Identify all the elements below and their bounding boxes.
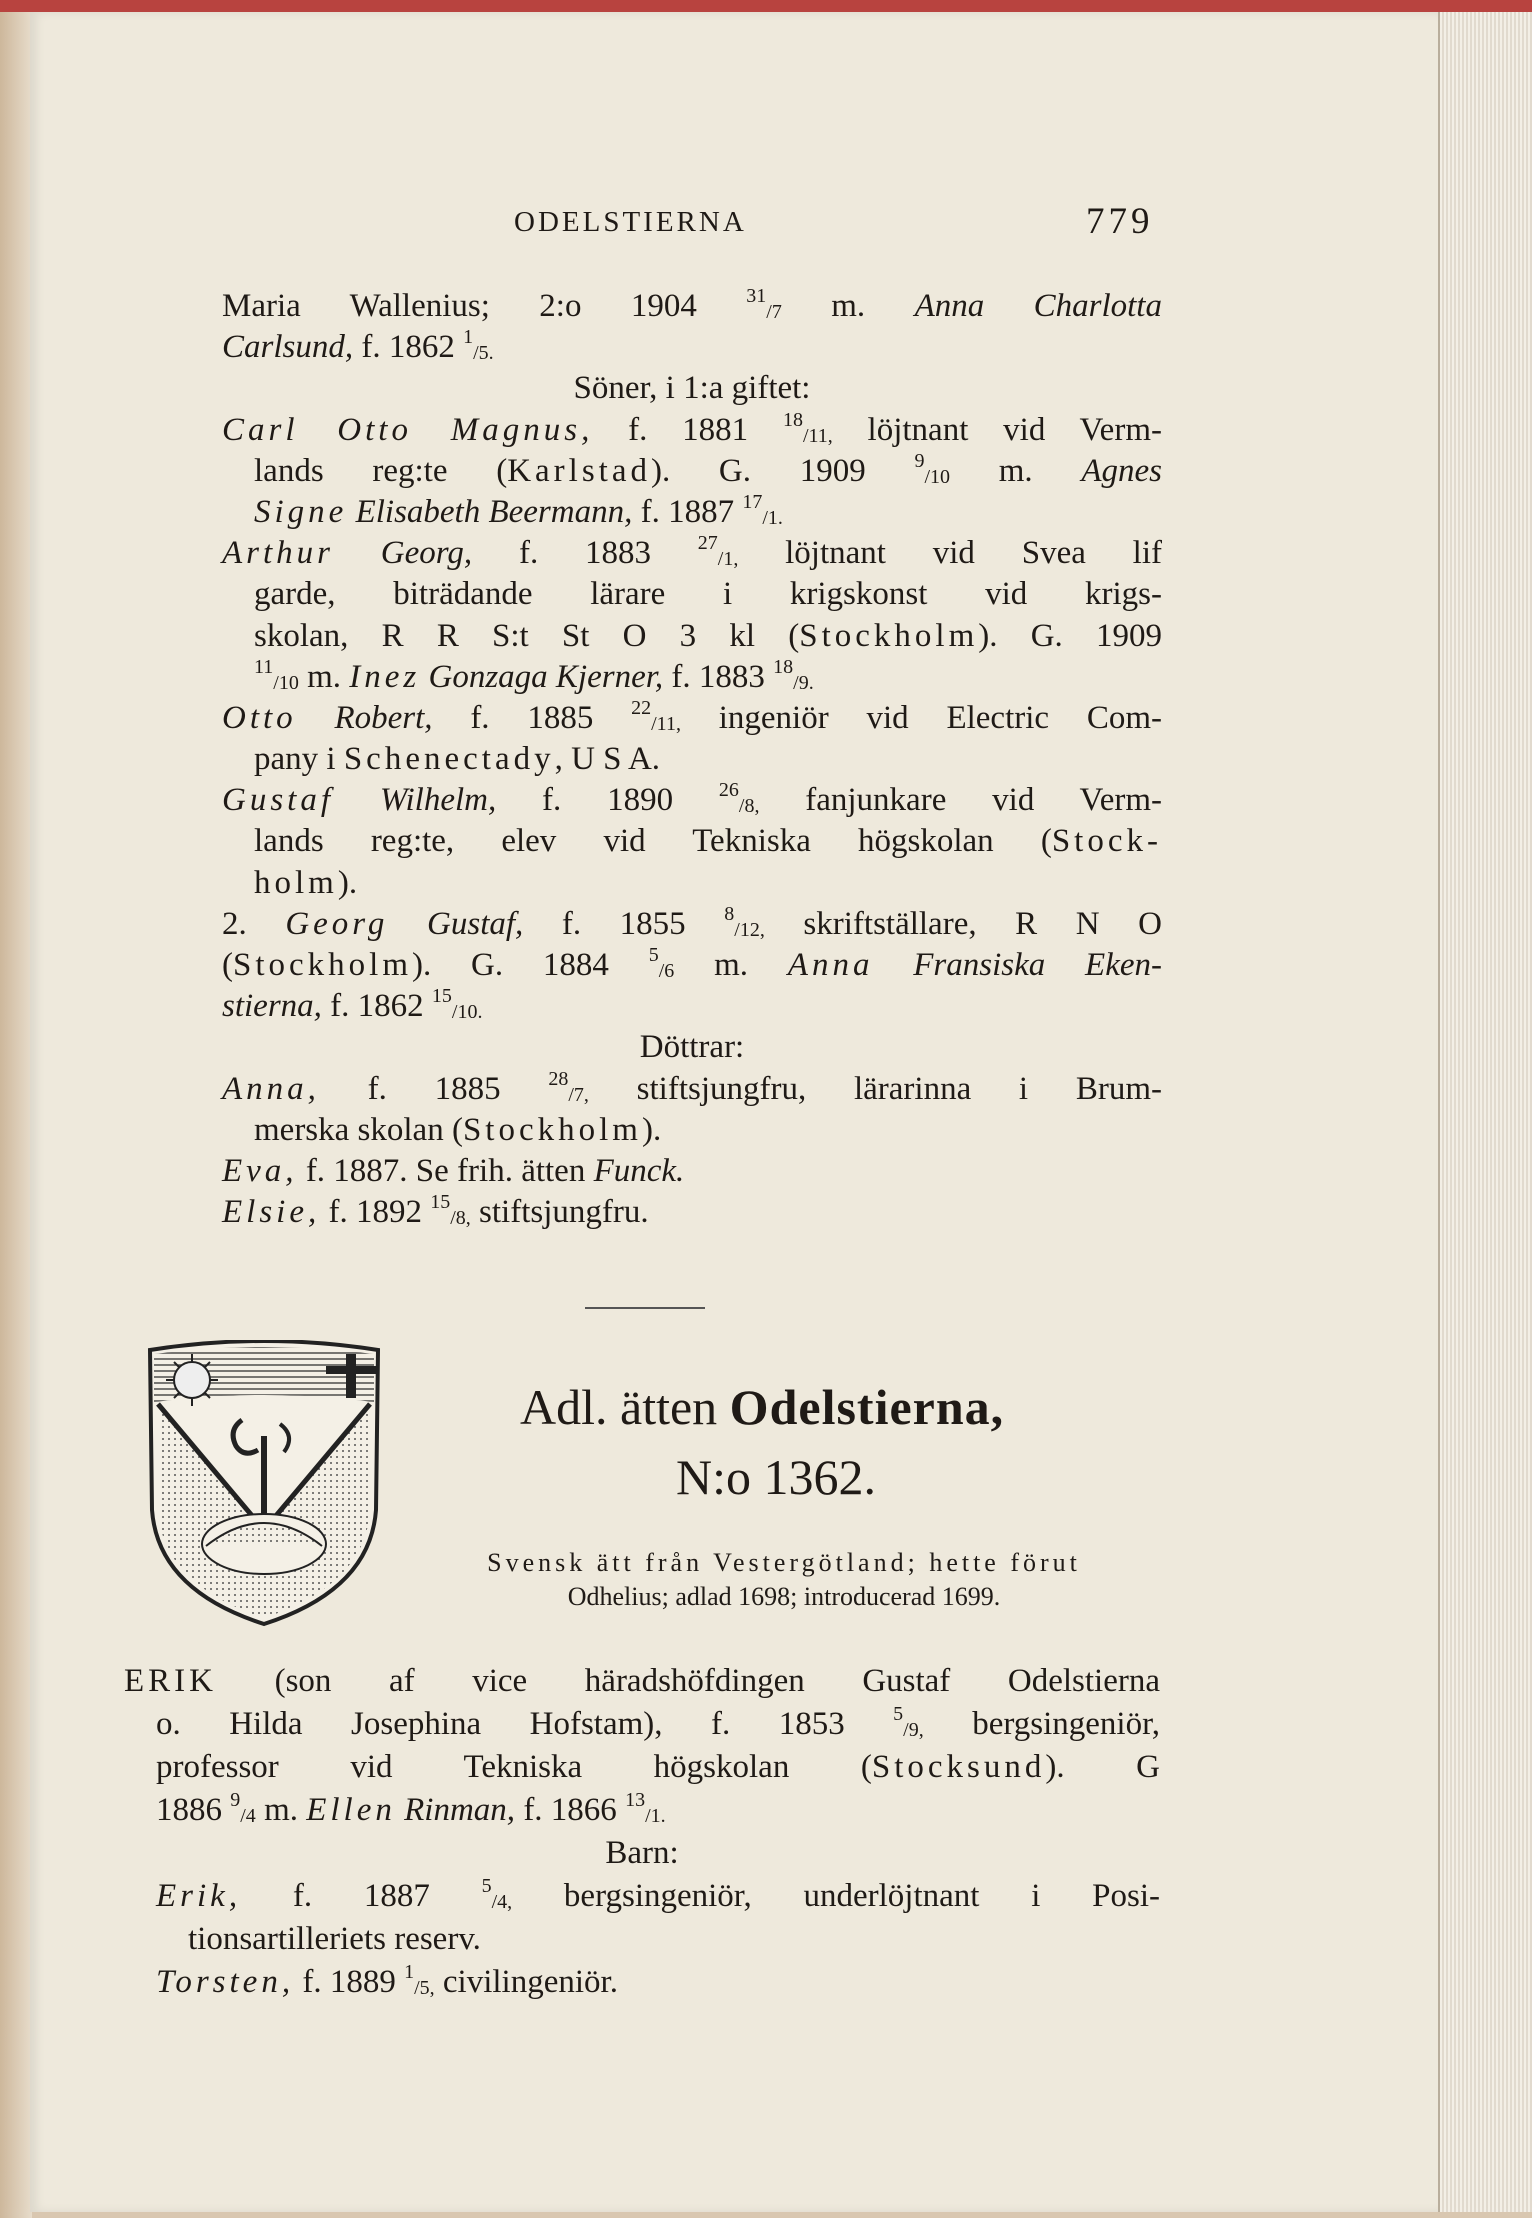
text-line: o. Hilda Josephina Hofstam), f. 1853 $^5_{/9,}$ bergsingeniör, — [156, 1703, 1160, 1742]
text-line: Carlsund, f. 1862 $^1_{/5.}$ — [222, 326, 494, 366]
text-line: merska skolan (Stockholm). — [254, 1111, 662, 1148]
family-description — [408, 1546, 1160, 1614]
coat-of-arms-image — [130, 1340, 398, 1630]
person-entry: Otto Robert, f. 1885 $^{22}_{/11,}$ ingeniör vid Electric Com- — [222, 696, 1162, 736]
family-title: Adl. ätten Odelstierna, — [520, 1379, 1005, 1435]
text-line: $^{11}_{/10}$ m. Inez Gonzaga Kjerner, f. 1883 $^{18}_{/9.}$ — [254, 655, 814, 695]
person-entry: Carl Otto Magnus, f. 1881 $^{18}_{/11,}$ löjtnant vid Verm- — [222, 408, 1162, 448]
text-line: Maria Wallenius; 2:o 1904 $^{31}_{/7}$ m. Anna Charlotta — [222, 285, 1162, 324]
text-line: Svensk ätt från Vestergötland; hette förut — [487, 1548, 1081, 1577]
family-entry — [124, 1660, 1160, 2004]
person-entry: Gustaf Wilhelm, f. 1890 $^{26}_{/8,}$ fanjunkare vid Verm- — [222, 779, 1162, 819]
text-line: pany i Schenectady, U S A. — [254, 741, 661, 778]
page-number: 779 — [1086, 201, 1154, 242]
text-line: professor vid Tekniska högskolan (Stocksund). G — [156, 1749, 1160, 1785]
text-line: lands reg:te, elev vid Tekniska högskolan (Stock- — [254, 823, 1162, 860]
text-line: tionsartilleriets reserv. — [188, 1921, 481, 1957]
text-line: holm). — [254, 864, 358, 901]
entry-continuation — [222, 286, 1162, 1233]
person-entry: Torsten, f. 1889 $^1_{/5,}$ civilingeniör. — [156, 1961, 618, 2000]
running-header-title: ODELSTIERNA — [514, 206, 747, 238]
text-line: skolan, R R S:t St O 3 kl (Stockholm). G. 1909 — [254, 617, 1162, 654]
person-entry: ERIK (son af vice häradshöfdingen Gustaf Odelstierna — [124, 1663, 1160, 1699]
section-heading: Barn: — [605, 1835, 679, 1871]
page-edges — [1438, 12, 1532, 2212]
family-number: N:o 1362. — [676, 1449, 876, 1505]
person-entry: Elsie, f. 1892 $^{15}_{/8,}$ stiftsjungfru. — [222, 1191, 649, 1231]
section-heading: Döttrar: — [639, 1029, 745, 1066]
text-line: lands reg:te (Karlstad). G. 1909 $^9_{/10}$ m. Agnes — [254, 449, 1162, 489]
text-line: Odhelius; adlad 1698; introducerad 1699. — [567, 1582, 1001, 1611]
person-entry: Arthur Georg, f. 1883 $^{27}_{/1,}$ löjtnant vid Svea lif — [222, 532, 1162, 572]
person-entry: 2. Georg Gustaf, f. 1855 $^8_{/12,}$ skriftställare, R N O — [222, 902, 1162, 942]
text-line: Signe Elisabeth Beermann, f. 1887 $^{17}_{/1.}$ — [254, 490, 783, 530]
person-entry: Anna, f. 1885 $^{28}_{/7,}$ stiftsjungfru, lärarinna i Brum- — [222, 1067, 1162, 1107]
text-line: garde, biträdande lärare i krigskonst vid krigs- — [254, 576, 1162, 613]
person-entry: Eva, f. 1887. Se frih. ätten Funck. — [222, 1152, 685, 1189]
text-line: (Stockholm). G. 1884 $^5_{/6}$ m. Anna Fransiska Eken- — [222, 944, 1162, 983]
text-line: 1886 $^9_{/4}$ m. Ellen Rinman, f. 1866 $^{13}_{/1.}$ — [156, 1789, 666, 1828]
book-gutter — [0, 12, 32, 2218]
section-divider — [585, 1307, 705, 1309]
text-line: stierna, f. 1862 $^{15}_{/10.}$ — [222, 985, 483, 1025]
person-entry: Erik, f. 1887 $^5_{/4,}$ bergsingeniör, underlöjtnant i Posi- — [156, 1875, 1160, 1914]
section-heading: Söner, i 1:a giftet: — [573, 370, 811, 407]
